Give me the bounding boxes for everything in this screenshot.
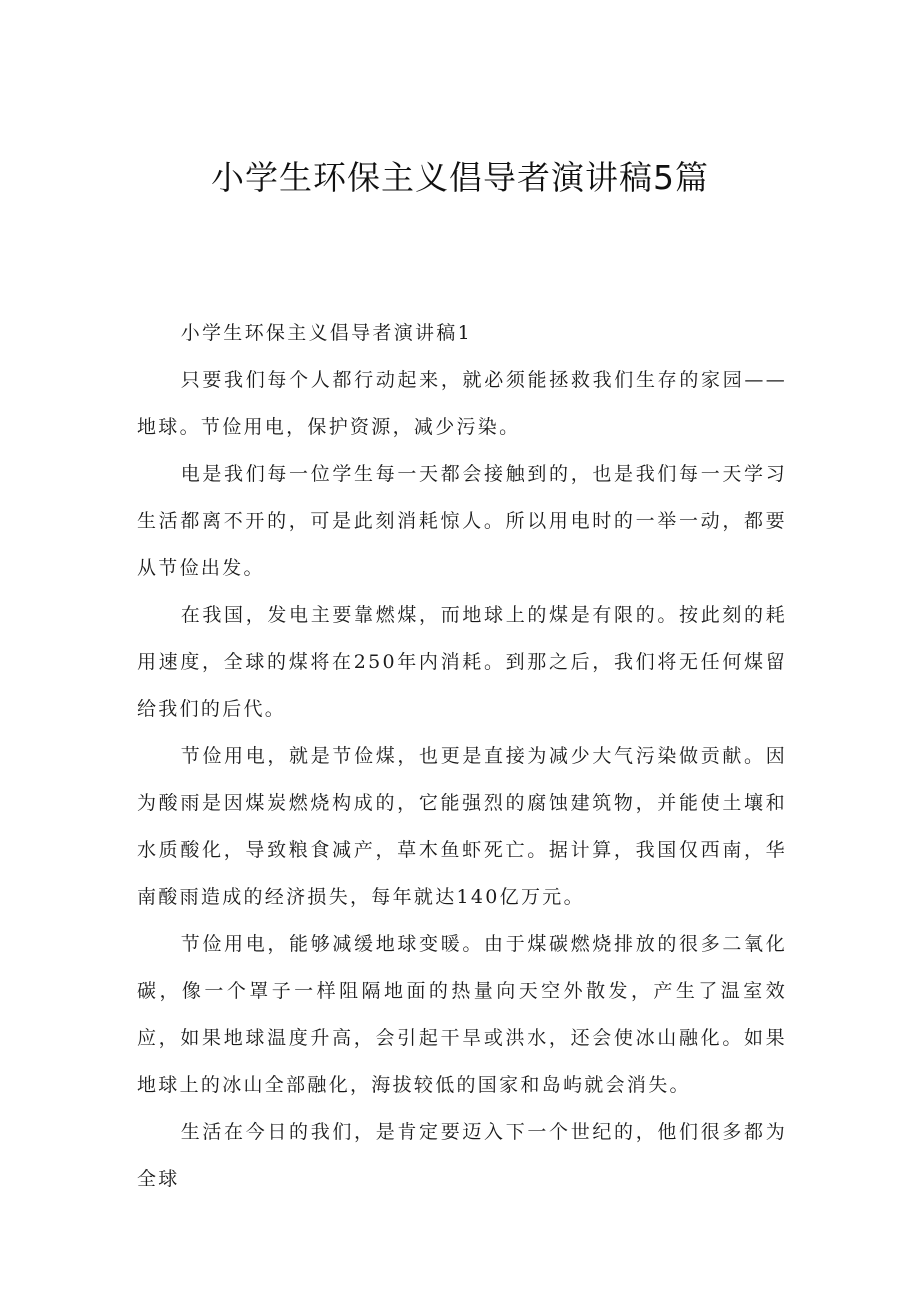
paragraph-4: 节俭用电，就是节俭煤，也更是直接为减少大气污染做贡献。因为酸雨是因煤炭燃烧构成的，它能强烈的腐蚀建筑物，并能使土壤和水质酸化，导致粮食减产，草木鱼虾死亡。据计算，我国仅西南，华南酸雨造成的经济损失，每年就达140亿万元。 [137,745,787,908]
paragraph-5: 节俭用电，能够减缓地球变暖。由于煤碳燃烧排放的很多二氧化碳，像一个罩子一样阻隔地面的热量向天空外散发，产生了温室效应，如果地球温度升高，会引起干旱或洪水，还会使冰山融化。如果地球上的冰山全部融化，海拔较低的国家和岛屿就会消失。 [137,933,787,1096]
document-body [137,310,787,1203]
document-title: 小学生环保主义倡导者演讲稿5篇 [211,158,709,197]
paragraph-3: 在我国，发电主要靠燃煤，而地球上的煤是有限的。按此刻的耗用速度，全球的煤将在250年内消耗。到那之后，我们将无任何煤留给我们的后代。 [137,604,787,720]
paragraph-1: 只要我们每个人都行动起来，就必须能拯救我们生存的家园——地球。节俭用电，保护资源，减少污染。 [137,369,787,438]
paragraph-6: 生活在今日的我们，是肯定要迈入下一个世纪的，他们很多都为全球 [137,1121,787,1190]
paragraph-2: 电是我们每一位学生每一天都会接触到的，也是我们每一天学习生活都离不开的，可是此刻消耗惊人。所以用电时的一举一动，都要从节俭出发。 [137,463,787,579]
section-heading: 小学生环保主义倡导者演讲稿1 [180,322,472,344]
